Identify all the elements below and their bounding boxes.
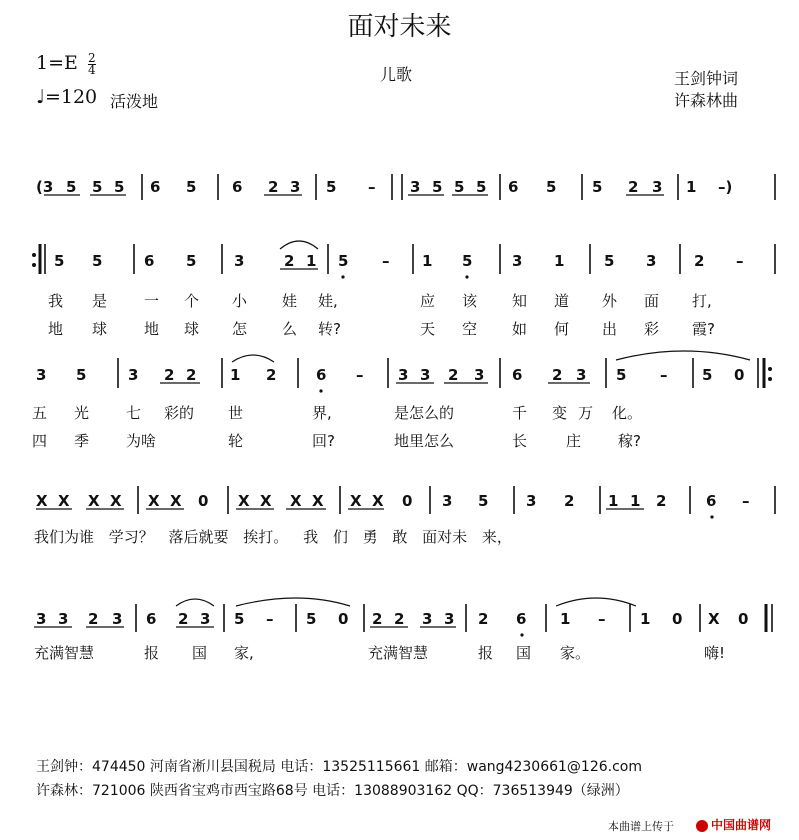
lyric-char: 化。: [612, 404, 643, 422]
note: 3: [422, 610, 433, 628]
lyric-char: 报: [144, 644, 160, 662]
note: 5: [306, 610, 317, 628]
lyric-char: 道: [554, 292, 570, 310]
lyric-char: 应: [420, 292, 436, 310]
note: 1: [640, 610, 651, 628]
note: X: [350, 492, 362, 510]
lyric-char: 我: [48, 292, 64, 310]
lyricist: 王剑钟词: [674, 69, 739, 88]
lyric-char: 四: [32, 432, 48, 450]
note: –: [742, 492, 750, 510]
note: –: [368, 178, 376, 196]
lyric-char: 地: [144, 320, 160, 338]
lyric-char: 家,: [234, 644, 254, 662]
note: 6: [316, 366, 327, 384]
lyric-char: 转?: [318, 320, 341, 338]
notes-row-2: [54, 252, 744, 270]
note: 1: [686, 178, 697, 196]
note: 2: [266, 366, 277, 384]
lyric-char: 长: [512, 432, 528, 450]
note: 2: [394, 610, 405, 628]
lyric-char: 回?: [312, 432, 335, 450]
note: 5: [54, 252, 65, 270]
note: 5: [432, 178, 443, 196]
note: 2: [694, 252, 705, 270]
lyric-char: 世: [228, 404, 244, 422]
lyric-char: 空: [462, 320, 478, 338]
note: 5: [592, 178, 603, 196]
lyric-char: 嗨!: [704, 644, 726, 662]
lyric-char: 如: [512, 320, 528, 338]
note: 1: [230, 366, 241, 384]
note: 6: [706, 492, 717, 510]
note: X: [312, 492, 324, 510]
lyric-char: 出: [602, 320, 618, 338]
note: 5: [702, 366, 713, 384]
lyric-char: 球: [184, 320, 200, 338]
note: 3: [200, 610, 211, 628]
lyric-char: 国: [516, 644, 532, 662]
note: 3: [128, 366, 139, 384]
note: 6: [144, 252, 155, 270]
note: 2: [284, 252, 295, 270]
note: 3: [36, 610, 47, 628]
lyric-char: 光: [74, 404, 90, 422]
tempo-marking: 活泼地: [110, 92, 159, 111]
note: 2: [448, 366, 459, 384]
note: 2: [552, 366, 563, 384]
lyric-char: 么: [282, 320, 298, 338]
note: 3: [420, 366, 431, 384]
note: 5: [476, 178, 487, 196]
note: –: [356, 366, 364, 384]
note: 5: [616, 366, 627, 384]
note: 5: [454, 178, 465, 196]
lyric-char: 何: [554, 320, 570, 338]
logo-icon: [696, 820, 708, 832]
lyric-char: 五: [32, 404, 48, 422]
lyric-char: 千: [512, 404, 528, 422]
note: 1: [554, 252, 565, 270]
lyric-char: 个: [184, 292, 200, 310]
site-logo[interactable]: [696, 816, 771, 833]
upload-note: 本曲谱上传于: [608, 820, 674, 833]
lyrics-line-5: 我们为谁 学习？ 落后就要 挨打。 我 们 勇 敢 面对未 来，: [34, 528, 512, 546]
note: 6: [150, 178, 161, 196]
note: 5: [92, 252, 103, 270]
note: 1: [422, 252, 433, 270]
note: –: [736, 252, 744, 270]
note: 5: [92, 178, 103, 196]
note: 2: [564, 492, 575, 510]
note: 2: [268, 178, 279, 196]
note: X: [88, 492, 100, 510]
note: 0: [402, 492, 413, 510]
note: X: [260, 492, 272, 510]
note: 0: [734, 366, 745, 384]
lyric-char: 是: [92, 292, 108, 310]
note: 3: [398, 366, 409, 384]
lyric-char: 该: [462, 292, 478, 310]
note: X: [238, 492, 250, 510]
note: 6: [508, 178, 519, 196]
lyric-char: 万: [578, 404, 594, 422]
note: 5: [462, 252, 473, 270]
note: X: [148, 492, 160, 510]
note: 6: [512, 366, 523, 384]
note: 3: [234, 252, 245, 270]
lyric-char: 七: [126, 404, 142, 422]
song-title: 面对未来: [347, 12, 452, 42]
note: 3: [526, 492, 537, 510]
note: –): [718, 178, 733, 196]
note: 5: [604, 252, 615, 270]
note: 3: [36, 366, 47, 384]
note: 3: [474, 366, 485, 384]
footer-line-1: 王剑钟：474450 河南省淅川县国税局 电话：13525115661 邮箱：wang4230661@126.com: [36, 759, 642, 775]
note: 2: [88, 610, 99, 628]
note: 1: [630, 492, 641, 510]
lyric-char: 娃: [282, 292, 298, 310]
note: 3: [410, 178, 421, 196]
lyric-char: 报: [478, 644, 494, 662]
note: 2: [656, 492, 667, 510]
lyric-char: 充满智慧: [34, 644, 95, 662]
lyric-char: 彩: [644, 320, 660, 338]
note: 3: [290, 178, 301, 196]
lyric-char: 充满智慧: [368, 644, 429, 662]
lyric-char: 彩的: [164, 404, 195, 422]
note: X: [110, 492, 122, 510]
note: 5: [546, 178, 557, 196]
note: 5: [66, 178, 77, 196]
note: 2: [628, 178, 639, 196]
lyric-char: 外: [602, 292, 618, 310]
note: 2: [372, 610, 383, 628]
lyric-char: 霞?: [692, 320, 715, 338]
note: 3: [442, 492, 453, 510]
lyric-char: 娃,: [318, 292, 338, 310]
note: 2: [478, 610, 489, 628]
note: X: [290, 492, 302, 510]
note: 2: [178, 610, 189, 628]
note: 3: [58, 610, 69, 628]
notes-row-5: [36, 610, 748, 628]
note: 3: [512, 252, 523, 270]
lyric-char: 庄: [566, 432, 582, 450]
lyric-char: 天: [420, 320, 436, 338]
lyric-char: 面: [644, 292, 660, 310]
genre: 儿歌: [380, 65, 413, 84]
key-text: 1=E: [36, 52, 78, 74]
note: X: [170, 492, 182, 510]
note: –: [382, 252, 390, 270]
note: 3: [112, 610, 123, 628]
lyric-char: 一: [144, 292, 160, 310]
note: 0: [338, 610, 349, 628]
note: (3: [36, 178, 54, 196]
note: 5: [234, 610, 245, 628]
footer-line-2: 许森林：721006 陕西省宝鸡市西宝路68号 电话：13088903162 QQ：736513949（绿洲）: [36, 783, 629, 799]
note: 5: [326, 178, 337, 196]
note: X: [36, 492, 48, 510]
note: 6: [516, 610, 527, 628]
note: 3: [576, 366, 587, 384]
logo-text: 中国曲谱网: [711, 818, 772, 832]
lyric-char: 知: [512, 292, 528, 310]
note: 6: [232, 178, 243, 196]
notes-row-1: [36, 178, 732, 196]
note: 3: [444, 610, 455, 628]
note: –: [598, 610, 606, 628]
lyric-char: 地: [48, 320, 64, 338]
notes-row-4: [36, 492, 750, 510]
tempo: ♩=120: [36, 86, 98, 108]
lyric-char: 变: [552, 404, 568, 422]
lyric-char: 为啥: [126, 432, 157, 450]
lyric-char: 打,: [692, 292, 712, 310]
lyric-char: 球: [92, 320, 108, 338]
note: 0: [672, 610, 683, 628]
lyric-char: 家。: [560, 644, 591, 662]
note: 1: [306, 252, 317, 270]
note: 5: [186, 178, 197, 196]
note: 2: [186, 366, 197, 384]
lyric-char: 季: [74, 432, 90, 450]
note: 1: [560, 610, 571, 628]
note: 0: [738, 610, 749, 628]
note: 6: [146, 610, 157, 628]
lyric-char: 稼?: [618, 432, 641, 450]
time-sig-bottom: 4: [87, 62, 96, 77]
lyric-char: 小: [232, 292, 248, 310]
lyric-char: 怎: [232, 320, 248, 338]
note: 5: [186, 252, 197, 270]
note: 3: [652, 178, 663, 196]
note: 0: [198, 492, 209, 510]
note: 5: [76, 366, 87, 384]
composer: 许森林曲: [674, 91, 739, 110]
note: X: [372, 492, 384, 510]
notes-row-3: [36, 366, 744, 384]
note: 2: [164, 366, 175, 384]
note: 5: [338, 252, 349, 270]
note: –: [266, 610, 274, 628]
lyric-char: 是怎么的: [394, 404, 455, 422]
lyric-char: 界,: [312, 404, 332, 422]
lyric-char: 轮: [228, 432, 244, 450]
note: 5: [114, 178, 125, 196]
note: 5: [478, 492, 489, 510]
note: 3: [646, 252, 657, 270]
time-sig-top: 2: [87, 50, 96, 65]
lyric-char: 国: [192, 644, 208, 662]
note: 1: [608, 492, 619, 510]
lyric-char: 地里怎么: [394, 432, 455, 450]
note: X: [708, 610, 720, 628]
note: X: [58, 492, 70, 510]
note: –: [660, 366, 668, 384]
